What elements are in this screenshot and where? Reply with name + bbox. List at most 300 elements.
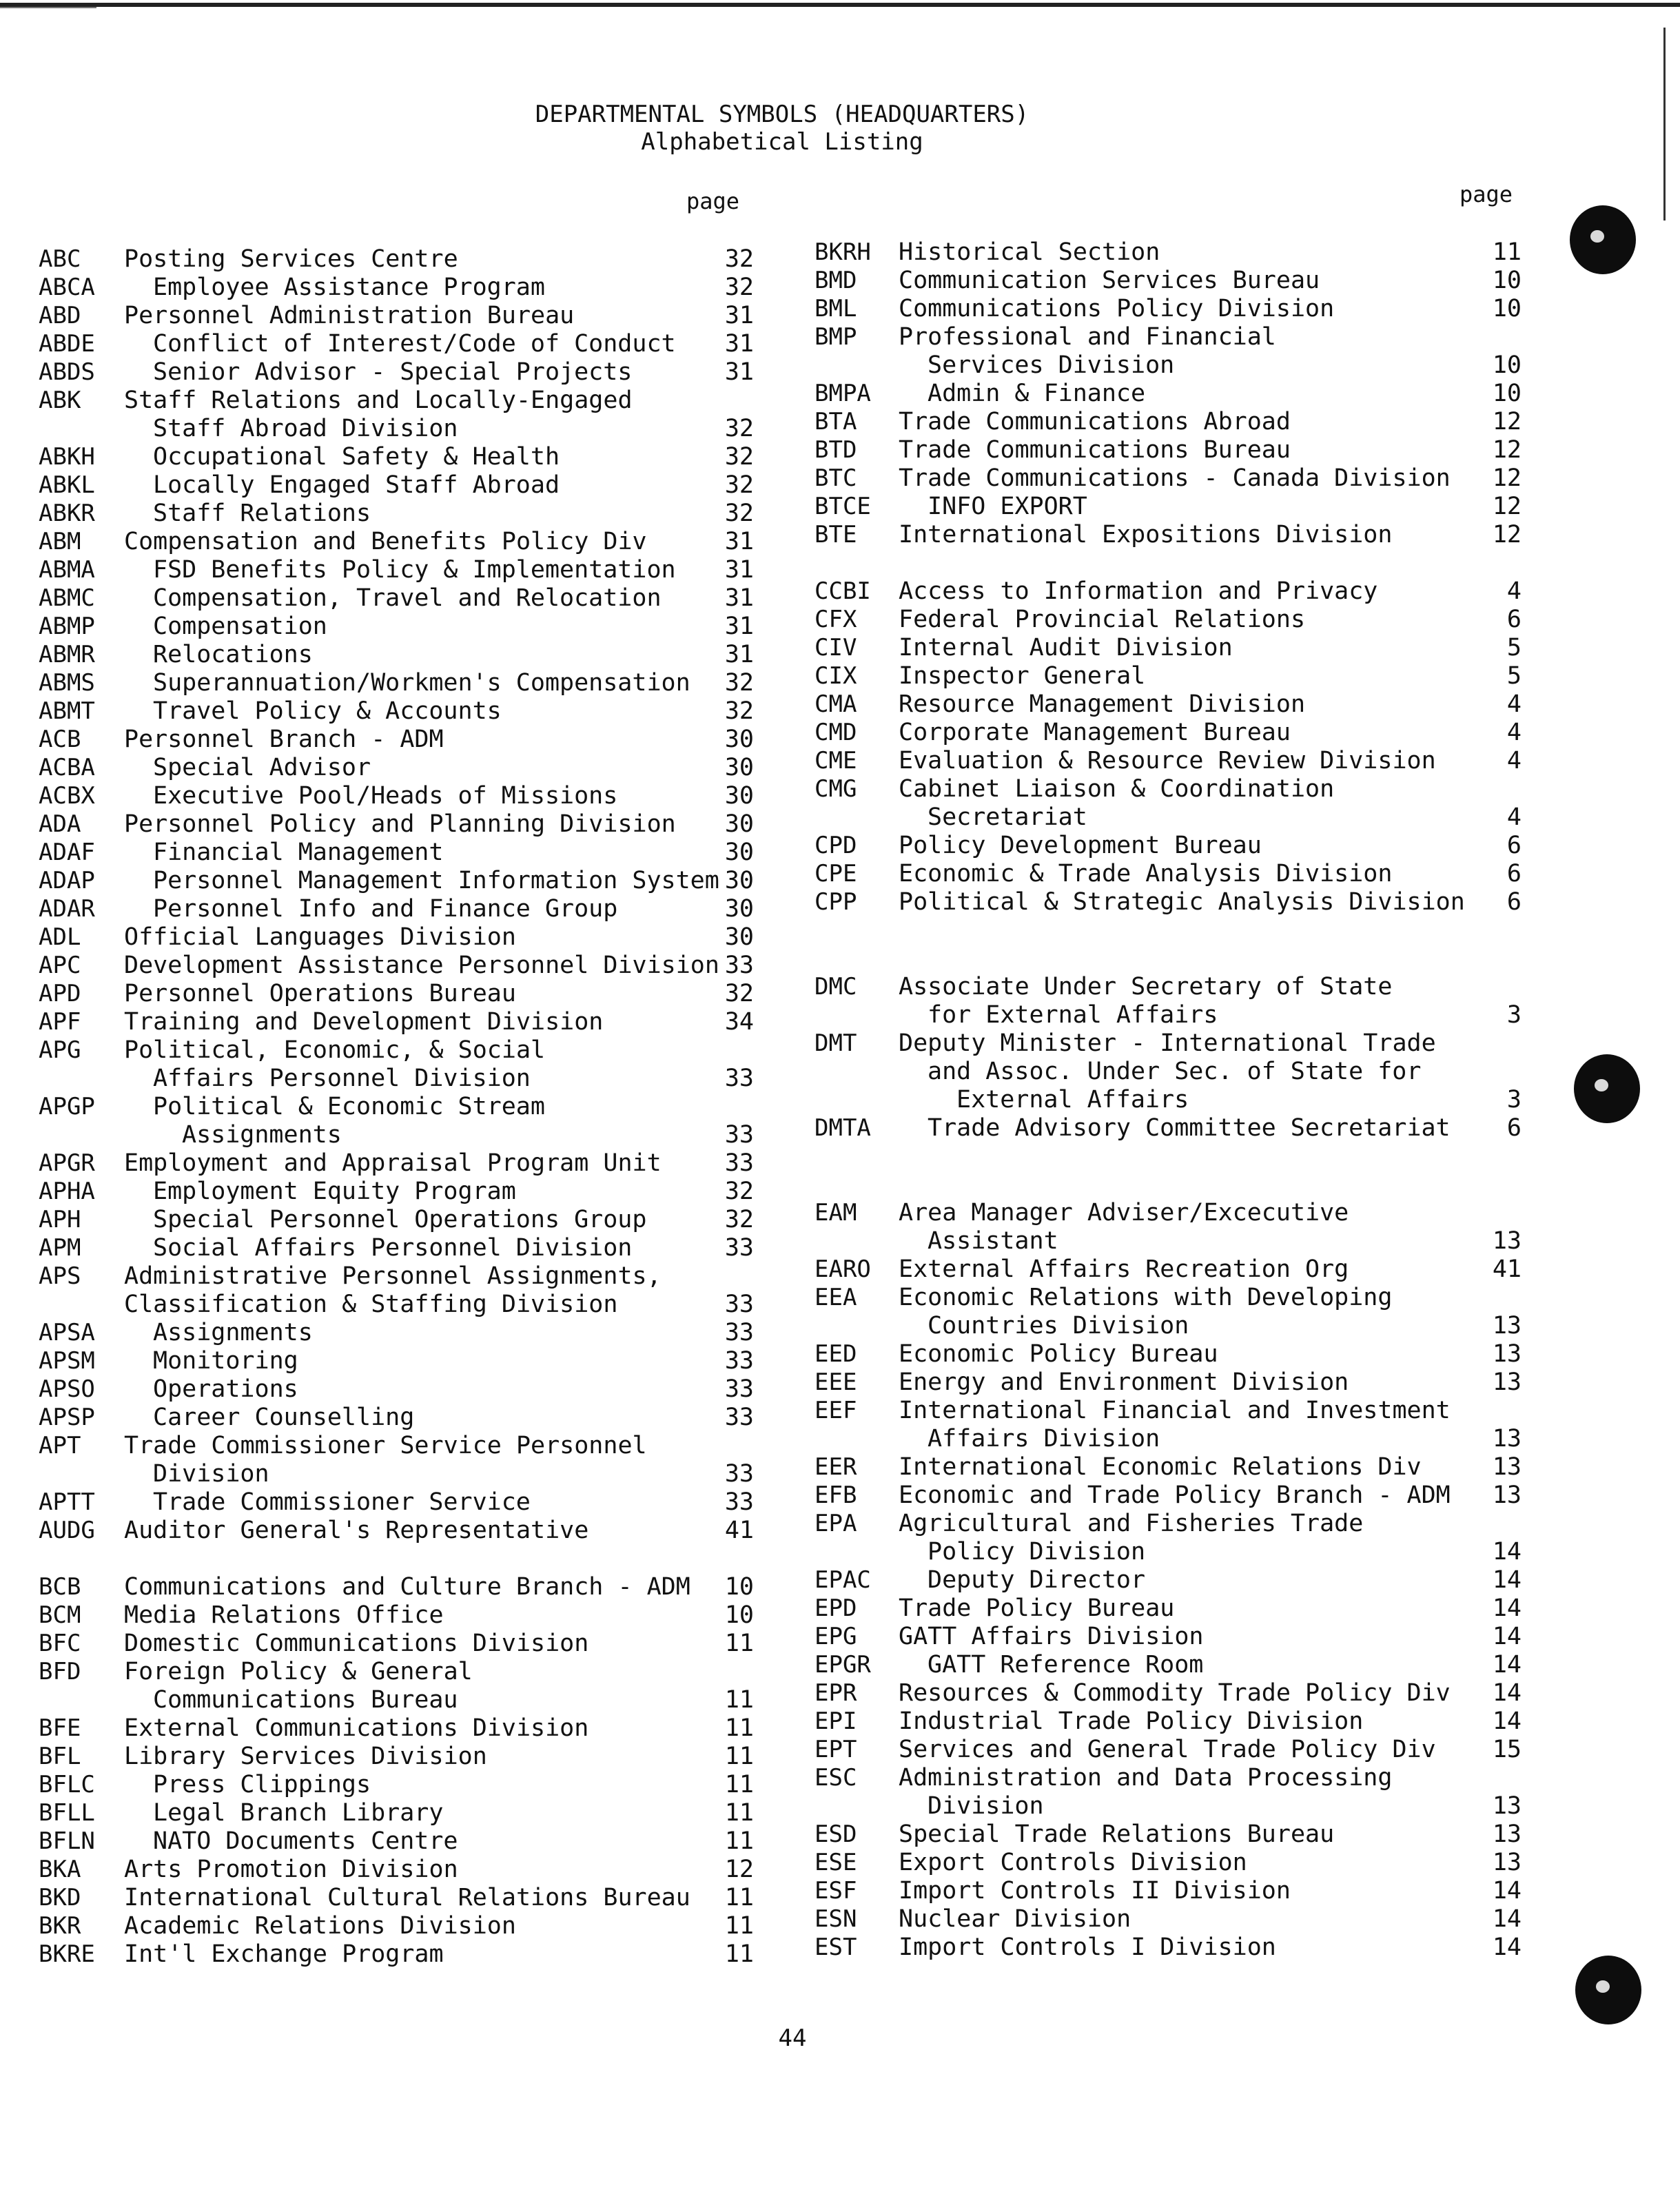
listing-entry	[0, 832, 1522, 860]
page-reference: 33	[724, 1234, 754, 1262]
department-symbol: BMP	[815, 323, 857, 351]
department-symbol: BMPA	[815, 380, 871, 407]
department-name: Services and General Trade Policy Div	[899, 1736, 1436, 1763]
page-reference: 11	[724, 1799, 754, 1827]
department-name: Media Relations Office	[124, 1601, 444, 1629]
department-name: INFO EXPORT	[928, 493, 1087, 520]
department-symbol: EEF	[815, 1397, 857, 1424]
listing-entry-continuation	[0, 351, 1522, 380]
page-reference: 12	[1492, 493, 1522, 520]
department-symbol: CMG	[815, 775, 857, 803]
page-reference: 14	[1492, 1905, 1522, 1933]
department-name: Locally Engaged Staff Abroad	[153, 471, 560, 499]
department-symbol: ESF	[815, 1877, 857, 1905]
department-name: Assignments	[182, 1121, 342, 1149]
page-reference: 3	[1506, 1086, 1522, 1114]
document-title: DEPARTMENTAL SYMBOLS (HEADQUARTERS)	[535, 101, 1029, 128]
department-symbol: EFB	[815, 1481, 857, 1509]
page-reference: 14	[1492, 1679, 1522, 1707]
department-symbol: ABKH	[39, 443, 95, 471]
department-symbol: ACBA	[39, 754, 95, 781]
page-reference: 10	[724, 1573, 754, 1601]
department-name: Economic & Trade Analysis Division	[899, 860, 1393, 888]
page-reference: 33	[724, 1404, 754, 1431]
department-symbol: BMD	[815, 267, 857, 294]
page-reference: 3	[1506, 1001, 1522, 1029]
listing-entry	[0, 1510, 1522, 1538]
department-name: Trade Commissioner Service	[153, 1488, 531, 1516]
page-reference: 13	[1492, 1312, 1522, 1340]
department-symbol: DMC	[815, 973, 857, 1001]
department-name: External Affairs Recreation Org	[899, 1255, 1349, 1283]
department-name: Communications and Culture Branch - ADM	[124, 1573, 690, 1601]
page-edge-mark	[1663, 28, 1666, 220]
department-name: Auditor General's Representative	[124, 1517, 589, 1544]
department-name: Trade Advisory Committee Secretariat	[928, 1114, 1451, 1142]
department-name: External Affairs	[956, 1086, 1189, 1114]
department-symbol: ACBX	[39, 782, 95, 810]
department-name: Administrative Personnel Assignments,	[124, 1262, 662, 1290]
department-symbol: AUDG	[39, 1517, 95, 1544]
page-reference: 4	[1506, 719, 1522, 746]
listing-entry	[0, 1481, 1522, 1510]
listing-entry	[0, 662, 1522, 690]
department-symbol: BFD	[39, 1658, 81, 1685]
department-name: Staff Relations and Locally-Engaged	[124, 387, 633, 414]
department-symbol: ESE	[815, 1849, 857, 1876]
department-symbol: APF	[39, 1008, 81, 1036]
listing-entry	[0, 1849, 1522, 1877]
page-reference: 31	[724, 528, 754, 555]
listing-entry	[0, 464, 1522, 493]
department-name: Employee Assistance Program	[153, 274, 545, 301]
department-name: for External Affairs	[928, 1001, 1218, 1029]
page-reference: 11	[724, 1743, 754, 1770]
department-name: International Economic Relations Div	[899, 1453, 1422, 1481]
department-name: International Cultural Relations Bureau	[124, 1884, 690, 1911]
page-reference: 13	[1492, 1368, 1522, 1396]
page-reference: 30	[724, 839, 754, 866]
page-reference: 12	[1492, 436, 1522, 464]
department-name: Political & Strategic Analysis Division	[899, 888, 1465, 916]
department-name: Resources & Commodity Trade Policy Div	[899, 1679, 1451, 1707]
department-name: Personnel Policy and Planning Division	[124, 810, 676, 838]
page-reference: 33	[724, 1460, 754, 1488]
page-reference: 33	[724, 952, 754, 979]
department-name: Library Services Division	[124, 1743, 487, 1770]
department-symbol: EEE	[815, 1368, 857, 1396]
department-name: Development Assistance Personnel Division	[124, 952, 719, 979]
listing-entry	[0, 747, 1522, 775]
page-reference: 13	[1492, 1340, 1522, 1368]
page-number: 44	[778, 2024, 807, 2052]
page-reference: 13	[1492, 1425, 1522, 1453]
department-name: Policy Development Bureau	[899, 832, 1262, 859]
department-symbol: DMT	[815, 1029, 857, 1057]
listing-entry	[0, 1764, 1522, 1792]
department-symbol: EPAC	[815, 1566, 871, 1594]
department-name: Personnel Operations Bureau	[124, 980, 516, 1007]
department-symbol: BFLC	[39, 1771, 95, 1798]
page-reference: 11	[724, 1940, 754, 1968]
page-reference: 14	[1492, 1623, 1522, 1650]
department-name: Financial Management	[153, 839, 444, 866]
page-reference: 31	[724, 330, 754, 358]
department-symbol: CPE	[815, 860, 857, 888]
department-name: Industrial Trade Policy Division	[899, 1707, 1364, 1735]
department-name: Trade Communications Abroad	[899, 408, 1291, 435]
page-reference: 32	[724, 697, 754, 725]
department-symbol: DMTA	[815, 1114, 871, 1142]
department-symbol: EER	[815, 1453, 857, 1481]
department-name: Posting Services Centre	[124, 245, 458, 273]
department-name: Communication Services Bureau	[899, 267, 1320, 294]
page-reference: 11	[724, 1686, 754, 1714]
department-symbol: CIX	[815, 662, 857, 690]
listing-entry	[0, 1566, 1522, 1594]
department-name: Area Manager Adviser/Excecutive	[899, 1199, 1349, 1227]
department-symbol: EPT	[815, 1736, 857, 1763]
listing-entry-continuation	[0, 1001, 1522, 1029]
listing-entry	[0, 1453, 1522, 1481]
listing-entry	[0, 1623, 1522, 1651]
department-name: Administration and Data Processing	[899, 1764, 1393, 1792]
page-reference: 33	[724, 1347, 754, 1375]
department-symbol: CPP	[815, 888, 857, 916]
listing-entry	[0, 408, 1522, 436]
department-symbol: BKD	[39, 1884, 81, 1911]
department-symbol: BFC	[39, 1630, 81, 1657]
department-symbol: BFLL	[39, 1799, 95, 1827]
listing-entry	[0, 323, 1522, 351]
department-name: Staff Abroad Division	[153, 415, 458, 442]
page-reference: 13	[1492, 1849, 1522, 1876]
department-name: Internal Audit Division	[899, 634, 1233, 662]
page-reference: 13	[1492, 1227, 1522, 1255]
department-name: Political, Economic, & Social	[124, 1036, 546, 1064]
page-reference: 31	[724, 302, 754, 329]
department-name: Division	[928, 1792, 1044, 1820]
department-name: Secretariat	[928, 803, 1087, 831]
department-symbol: ABMA	[39, 556, 95, 584]
department-symbol: ABDS	[39, 358, 95, 386]
department-name: Training and Development Division	[124, 1008, 604, 1036]
department-symbol: ABD	[39, 302, 81, 329]
listing-entry	[0, 295, 1522, 323]
department-name: Special Trade Relations Bureau	[899, 1821, 1335, 1848]
listing-entry-continuation	[0, 1312, 1522, 1340]
department-symbol: BFL	[39, 1743, 81, 1770]
department-symbol: BKRH	[815, 238, 871, 266]
listing-entry	[0, 973, 1522, 1001]
page-reference: 14	[1492, 1566, 1522, 1594]
page-reference: 33	[724, 1291, 754, 1318]
department-name: Compensation	[153, 613, 327, 640]
department-name: Personnel Branch - ADM	[124, 726, 444, 753]
department-name: Compensation, Travel and Relocation	[153, 584, 662, 612]
department-symbol: ABKR	[39, 500, 95, 527]
page-reference: 13	[1492, 1481, 1522, 1509]
department-name: Domestic Communications Division	[124, 1630, 589, 1657]
department-symbol: APC	[39, 952, 81, 979]
department-symbol: APSP	[39, 1404, 95, 1431]
department-symbol: APS	[39, 1262, 81, 1290]
page-reference: 14	[1492, 1877, 1522, 1905]
page-reference: 10	[724, 1601, 754, 1629]
department-symbol: CMA	[815, 690, 857, 718]
department-symbol: EED	[815, 1340, 857, 1368]
page-reference: 34	[724, 1008, 754, 1036]
department-name: Operations	[153, 1375, 298, 1403]
department-symbol: BTE	[815, 521, 857, 548]
department-name: Economic and Trade Policy Branch - ADM	[899, 1481, 1451, 1509]
page-reference: 13	[1492, 1453, 1522, 1481]
department-symbol: BFE	[39, 1714, 81, 1742]
listing-entry	[0, 238, 1522, 267]
top-border-rule	[0, 3, 1680, 7]
department-symbol: BTC	[815, 464, 857, 492]
department-symbol: ABMP	[39, 613, 95, 640]
department-symbol: BKR	[39, 1912, 81, 1940]
department-name: Associate Under Secretary of State	[899, 973, 1393, 1001]
department-name: Professional and Financial	[899, 323, 1276, 351]
page-reference: 32	[724, 471, 754, 499]
page-reference: 4	[1506, 747, 1522, 775]
punch-hole-middle	[1574, 1054, 1640, 1123]
listing-entry-continuation	[0, 1227, 1522, 1255]
listing-entry	[0, 1199, 1522, 1227]
page-reference: 6	[1506, 832, 1522, 859]
department-name: Trade Communications - Canada Division	[899, 464, 1451, 492]
page-reference: 33	[724, 1149, 754, 1177]
department-name: Personnel Management Information System	[153, 867, 719, 894]
listing-entry	[0, 1368, 1522, 1397]
department-symbol: ABK	[39, 387, 81, 414]
department-name: Deputy Minister - International Trade	[899, 1029, 1436, 1057]
page-reference: 4	[1506, 690, 1522, 718]
page-reference: 4	[1506, 803, 1522, 831]
listing-entry	[0, 1340, 1522, 1368]
department-symbol: ABKL	[39, 471, 95, 499]
listing-entry	[0, 1029, 1522, 1058]
department-symbol: BTCE	[815, 493, 871, 520]
page-reference: 11	[724, 1771, 754, 1798]
department-name: Access to Information and Privacy	[899, 577, 1378, 605]
document-subtitle: Alphabetical Listing	[641, 128, 923, 156]
department-name: Import Controls I Division	[899, 1934, 1276, 1961]
listing-entry	[0, 634, 1522, 662]
page-reference: 6	[1506, 860, 1522, 888]
page-reference: 41	[1492, 1255, 1522, 1283]
department-name: Classification & Staffing Division	[124, 1291, 618, 1318]
page-reference: 11	[724, 1714, 754, 1742]
page-reference: 32	[724, 669, 754, 697]
department-symbol: APGR	[39, 1149, 95, 1177]
department-name: International Expositions Division	[899, 521, 1393, 548]
department-name: Senior Advisor - Special Projects	[153, 358, 633, 386]
page-reference: 31	[724, 556, 754, 584]
department-name: Special Advisor	[153, 754, 371, 781]
department-name: Division	[153, 1460, 269, 1488]
department-symbol: APSM	[39, 1347, 95, 1375]
department-symbol: APSA	[39, 1319, 95, 1346]
page-reference: 12	[724, 1856, 754, 1883]
department-name: Compensation and Benefits Policy Div	[124, 528, 647, 555]
department-name: Staff Relations	[153, 500, 371, 527]
department-symbol: EST	[815, 1934, 857, 1961]
punch-hole-bottom	[1575, 1956, 1641, 2024]
page-reference: 12	[1492, 521, 1522, 548]
department-name: Historical Section	[899, 238, 1160, 266]
page-reference: 6	[1506, 888, 1522, 916]
department-name: Agricultural and Fisheries Trade	[899, 1510, 1364, 1537]
page-reference: 30	[724, 782, 754, 810]
department-symbol: ABMT	[39, 697, 95, 725]
department-symbol: EPI	[815, 1707, 857, 1735]
department-symbol: ADA	[39, 810, 81, 838]
listing-entry	[0, 1255, 1522, 1284]
department-name: Press Clippings	[153, 1771, 371, 1798]
page-reference: 32	[724, 1178, 754, 1205]
listing-entry	[0, 1821, 1522, 1849]
department-name: Arts Promotion Division	[124, 1856, 458, 1883]
department-symbol: ADAP	[39, 867, 95, 894]
department-name: GATT Affairs Division	[899, 1623, 1204, 1650]
page-reference: 32	[724, 980, 754, 1007]
page-reference: 6	[1506, 1114, 1522, 1142]
page-reference: 11	[724, 1884, 754, 1911]
page-reference: 14	[1492, 1594, 1522, 1622]
department-name: Legal Branch Library	[153, 1799, 444, 1827]
listing-entry	[0, 1284, 1522, 1312]
page-reference: 14	[1492, 1651, 1522, 1679]
department-symbol: ABCA	[39, 274, 95, 301]
department-symbol: CPD	[815, 832, 857, 859]
department-symbol: EPA	[815, 1510, 857, 1537]
department-symbol: ESC	[815, 1764, 857, 1792]
department-name: Political & Economic Stream	[153, 1093, 545, 1120]
department-name: Personnel Info and Finance Group	[153, 895, 618, 923]
department-symbol: ABM	[39, 528, 81, 555]
department-name: Social Affairs Personnel Division	[153, 1234, 633, 1262]
department-name: Cabinet Liaison & Coordination	[899, 775, 1335, 803]
department-symbol: EPR	[815, 1679, 857, 1707]
listing-entry-continuation	[0, 1538, 1522, 1566]
department-name: Foreign Policy & General	[124, 1658, 473, 1685]
department-name: Personnel Administration Bureau	[124, 302, 575, 329]
page-reference: 14	[1492, 1538, 1522, 1566]
department-symbol: ESD	[815, 1821, 857, 1848]
department-name: Academic Relations Division	[124, 1912, 516, 1940]
department-symbol: BTD	[815, 436, 857, 464]
department-name: Trade Commissioner Service Personnel	[124, 1432, 647, 1459]
page-reference: 11	[724, 1827, 754, 1855]
listing-entry	[0, 267, 1522, 295]
department-name: Employment and Appraisal Program Unit	[124, 1149, 662, 1177]
page-reference: 33	[724, 1319, 754, 1346]
listing-entry	[0, 923, 754, 952]
department-symbol: APHA	[39, 1178, 95, 1205]
page-reference: 5	[1506, 662, 1522, 690]
listing-entry	[0, 380, 1522, 408]
department-symbol: BCM	[39, 1601, 81, 1629]
listing-entry	[0, 1877, 1522, 1905]
department-name: Communications Policy Division	[899, 295, 1335, 322]
listing-entry-continuation	[0, 803, 1522, 832]
department-symbol: ABMS	[39, 669, 95, 697]
department-name: Import Controls II Division	[899, 1877, 1291, 1905]
page-reference: 15	[1492, 1736, 1522, 1763]
page-reference: 32	[724, 443, 754, 471]
page-reference: 33	[724, 1065, 754, 1092]
listing-entry	[0, 606, 1522, 634]
page-reference: 33	[724, 1488, 754, 1516]
page-reference: 33	[724, 1375, 754, 1403]
document-header	[0, 101, 1564, 156]
department-name: Federal Provincial Relations	[899, 606, 1306, 633]
department-name: Travel Policy & Accounts	[153, 697, 502, 725]
department-name: Career Counselling	[153, 1404, 415, 1431]
department-name: GATT Reference Room	[928, 1651, 1204, 1679]
punch-hole-top	[1570, 205, 1636, 274]
department-name: Economic Policy Bureau	[899, 1340, 1218, 1368]
department-name: and Assoc. Under Sec. of State for	[928, 1058, 1422, 1085]
department-name: Communications Bureau	[153, 1686, 458, 1714]
listing-entry-continuation	[0, 1058, 1522, 1086]
page-reference: 33	[724, 1121, 754, 1149]
page-reference: 14	[1492, 1707, 1522, 1735]
department-symbol: CME	[815, 747, 857, 775]
department-name: Countries Division	[928, 1312, 1189, 1340]
department-name: Employment Equity Program	[153, 1178, 516, 1205]
department-name: Policy Division	[928, 1538, 1146, 1566]
department-name: External Communications Division	[124, 1714, 589, 1742]
page-reference: 32	[724, 245, 754, 273]
department-symbol: APGP	[39, 1093, 95, 1120]
listing-entry	[0, 1149, 754, 1178]
listing-entry	[0, 493, 1522, 521]
page-reference: 30	[724, 754, 754, 781]
page-reference: 10	[1492, 267, 1522, 294]
department-name: Assistant	[928, 1227, 1058, 1255]
listing-entry	[0, 1594, 1522, 1623]
page-reference: 31	[724, 358, 754, 386]
department-name: Affairs Personnel Division	[153, 1065, 531, 1092]
department-symbol: ADAF	[39, 839, 95, 866]
page-reference: 12	[1492, 408, 1522, 435]
department-symbol: ABMC	[39, 584, 95, 612]
page-reference: 30	[724, 895, 754, 923]
page-reference: 30	[724, 810, 754, 838]
page-reference: 10	[1492, 380, 1522, 407]
department-symbol: APG	[39, 1036, 81, 1064]
listing-entry-continuation	[0, 1792, 1522, 1821]
listing-entry	[0, 775, 1522, 803]
page-reference: 30	[724, 726, 754, 753]
department-name: Resource Management Division	[899, 690, 1306, 718]
listing-entry	[0, 1736, 1522, 1764]
listing-entry	[0, 1905, 1522, 1934]
department-symbol: APTT	[39, 1488, 95, 1516]
department-name: Relocations	[153, 641, 313, 668]
department-symbol: ABC	[39, 245, 81, 273]
department-symbol: ADL	[39, 923, 81, 951]
listing-entry	[0, 1114, 1522, 1142]
page-reference: 5	[1506, 634, 1522, 662]
page-reference: 30	[724, 867, 754, 894]
page-reference: 32	[724, 415, 754, 442]
page-reference: 4	[1506, 577, 1522, 605]
